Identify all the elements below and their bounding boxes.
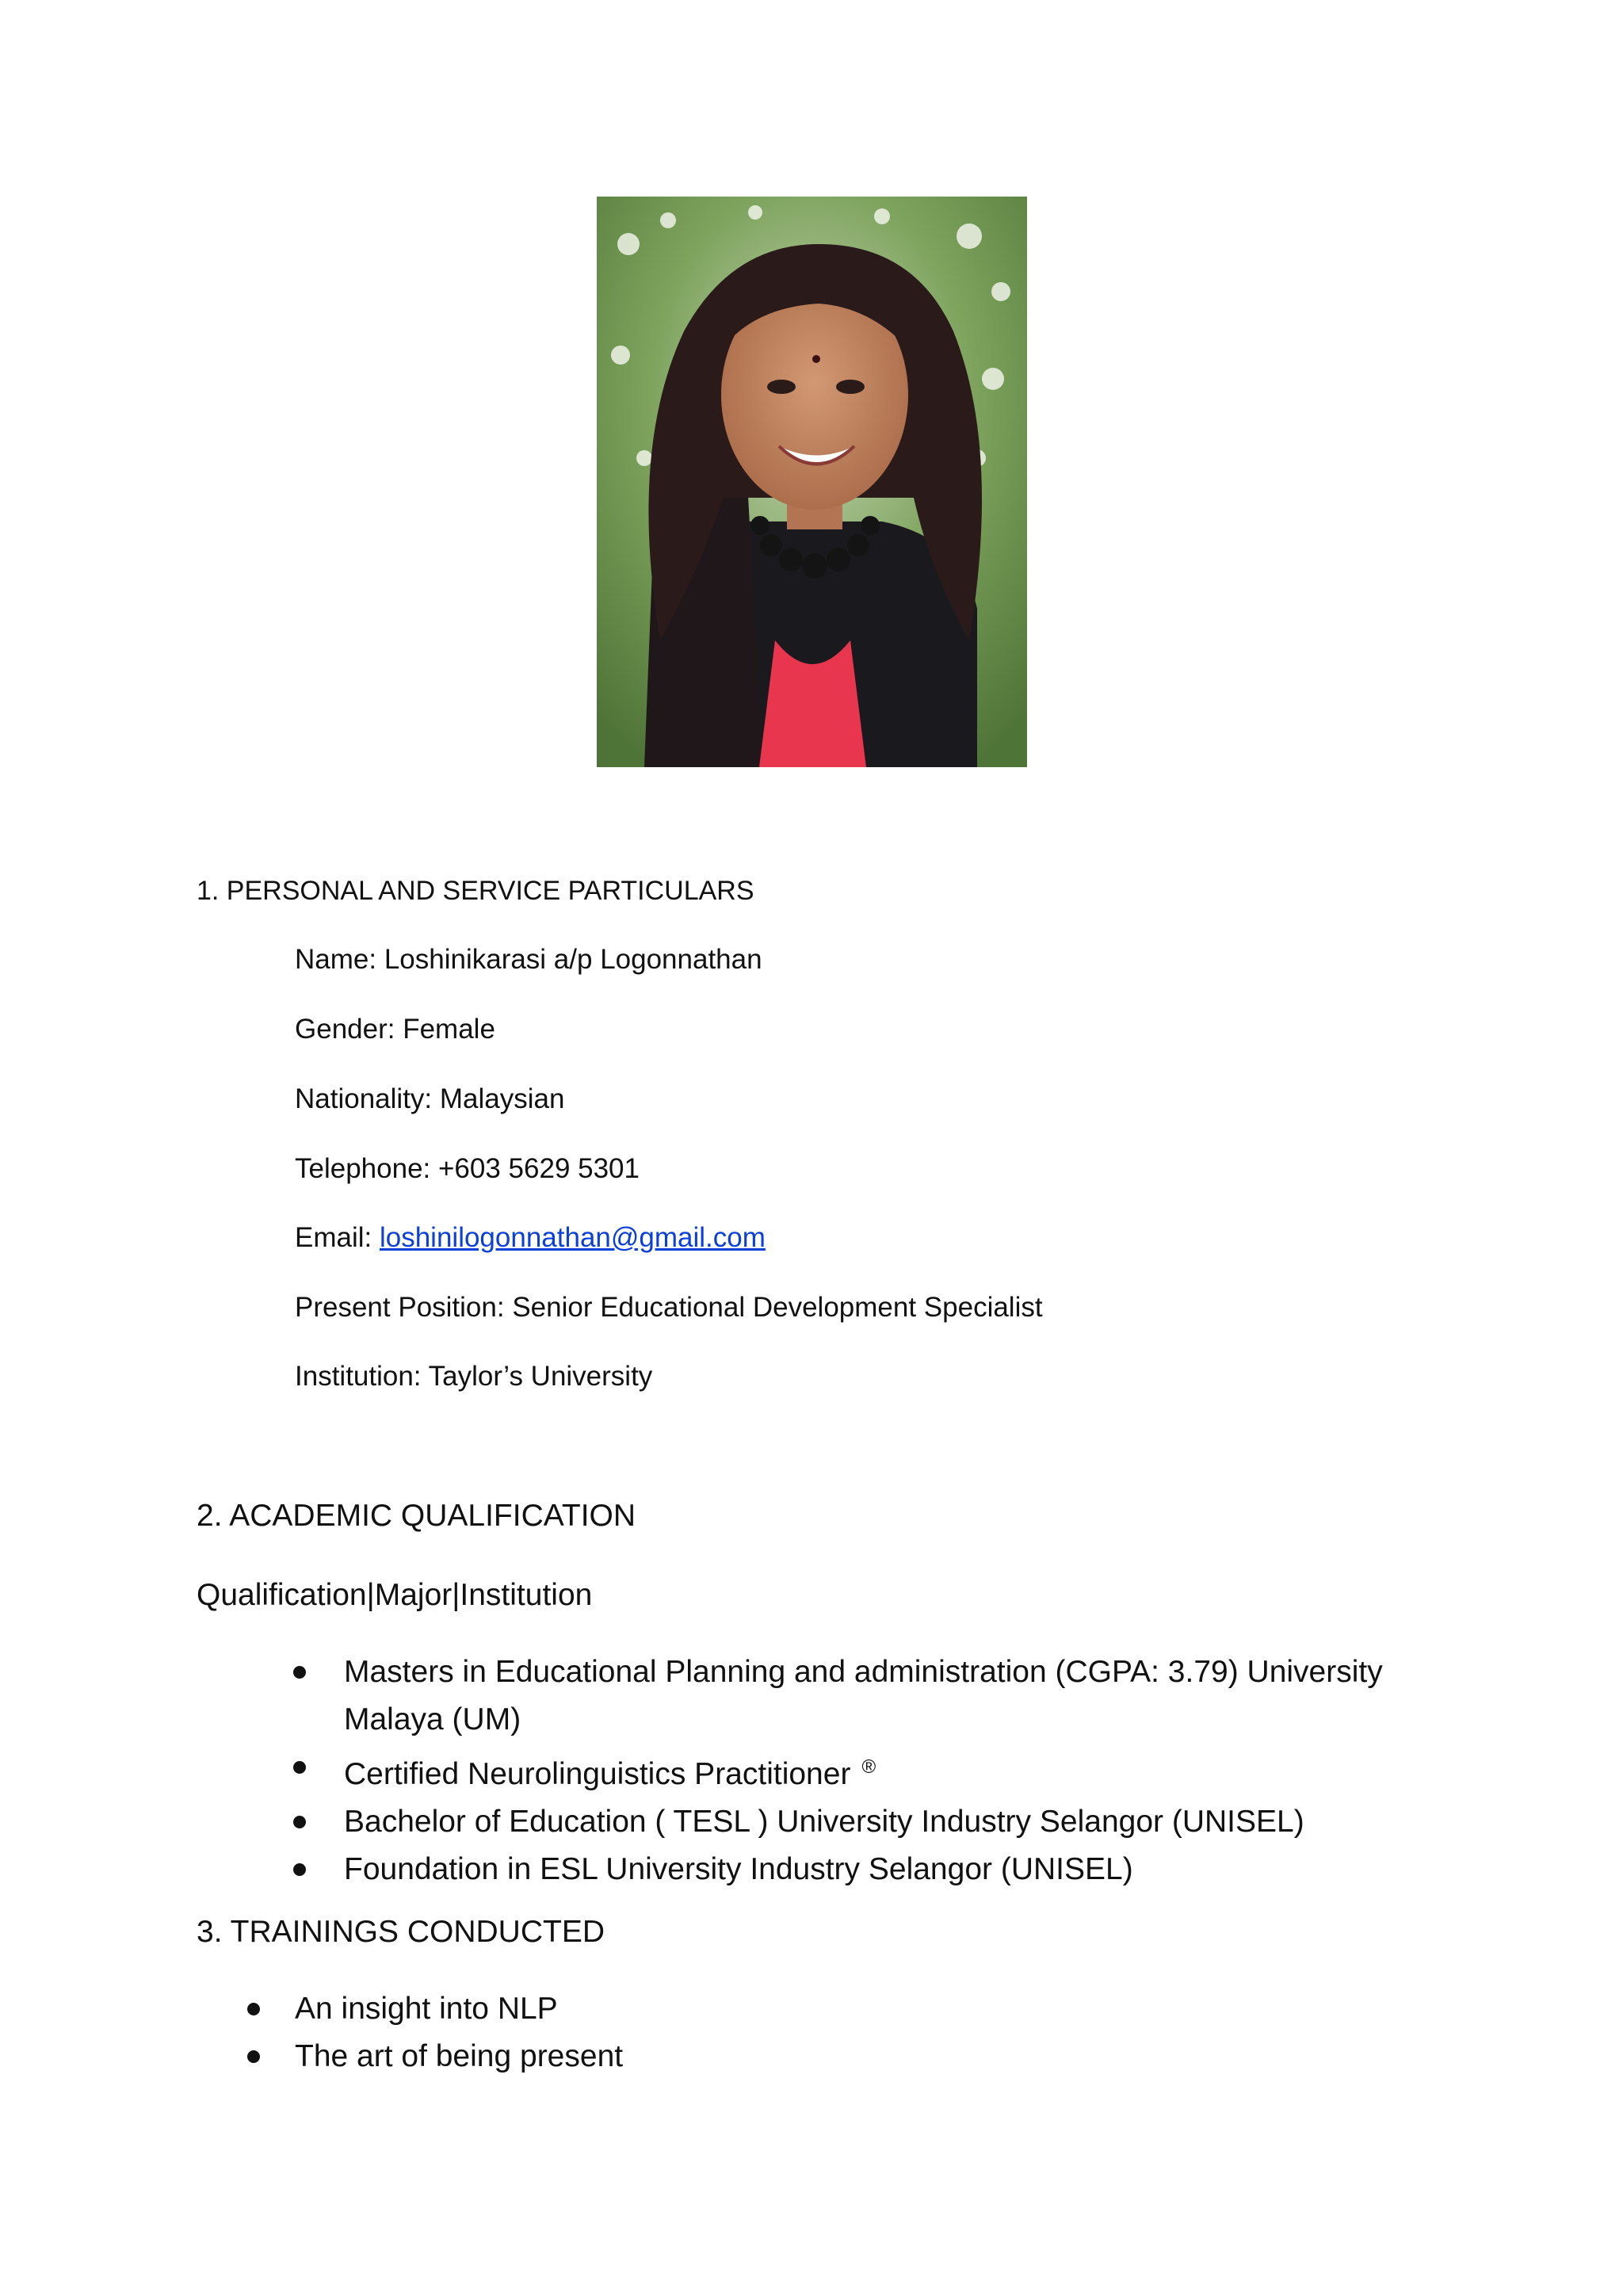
field-value: Loshinikarasi a/p Logonnathan (384, 944, 762, 975)
training-text: An insight into NLP (295, 1992, 558, 2026)
list-item (295, 2033, 623, 2080)
section-heading-personal: 1. PERSONAL AND SERVICE PARTICULARS (197, 876, 754, 906)
field-institution (295, 1360, 652, 1393)
field-label: Present Position: (295, 1292, 513, 1323)
list-item (344, 1798, 1453, 1846)
section-heading-academic: 2. ACADEMIC QUALIFICATION (197, 1499, 636, 1533)
field-label: Name: (295, 944, 384, 975)
qualification-text: Bachelor of Education ( TESL ) University Industry Selangor (UNISEL) (344, 1805, 1304, 1839)
list-item (344, 1846, 1453, 1893)
training-text: The art of being present (295, 2039, 624, 2073)
qualification-list (344, 1648, 1453, 1893)
field-value: Malaysian (439, 1083, 565, 1114)
field-label: Gender: (295, 1014, 403, 1045)
field-value: +603 5629 5301 (437, 1153, 640, 1184)
field-value: Female (403, 1014, 495, 1045)
profile-photo (597, 197, 1027, 767)
field-value: Senior Educational Development Specialist (512, 1292, 1043, 1323)
registered-mark: ® (861, 1756, 876, 1778)
qualification-text: Certified Neurolinguistics Practitioner (344, 1757, 851, 1791)
trainings-list (295, 1985, 623, 2080)
field-value: Taylor’s University (428, 1361, 653, 1392)
list-item (295, 1985, 623, 2033)
section-heading-trainings: 3. TRAININGS CONDUCTED (197, 1915, 605, 1949)
qualification-text-continued: Malaya (UM) (344, 1702, 521, 1736)
bullet-icon (247, 2003, 260, 2015)
bullet-icon (293, 1863, 306, 1876)
field-label: Institution: (295, 1361, 429, 1392)
portrait-illustration (597, 197, 1027, 767)
field-gender (295, 1013, 495, 1046)
email-link[interactable]: loshinilogonnathan@gmail.com (379, 1222, 766, 1253)
field-present-position (295, 1291, 1043, 1324)
field-label: Nationality: (295, 1083, 440, 1114)
bullet-icon (293, 1666, 306, 1679)
field-label: Telephone: (295, 1153, 438, 1184)
field-email (295, 1221, 766, 1255)
field-name (295, 943, 762, 976)
list-item (344, 1744, 1453, 1798)
academic-subheading: Qualification|Major|Institution (197, 1578, 593, 1612)
field-nationality (295, 1083, 564, 1116)
bullet-icon (293, 1761, 306, 1774)
qualification-text: Foundation in ESL University Industry Selangor (UNISEL) (344, 1852, 1133, 1886)
qualification-text: Masters in Educational Planning and administration (CGPA: 3.79) University (344, 1655, 1383, 1689)
field-telephone (295, 1152, 640, 1186)
bullet-icon (247, 2050, 260, 2063)
bullet-icon (293, 1816, 306, 1828)
field-label: Email: (295, 1222, 380, 1253)
list-item (344, 1648, 1453, 1744)
